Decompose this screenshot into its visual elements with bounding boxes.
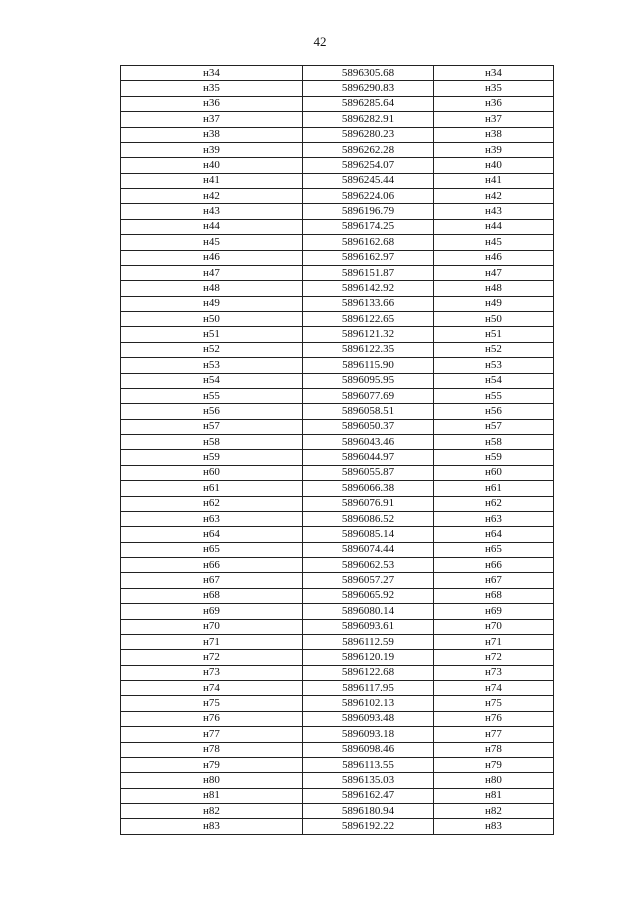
point-label-repeat-cell: н36 [434,96,554,111]
point-label-repeat-cell: н83 [434,819,554,834]
point-label-repeat-cell: н60 [434,465,554,480]
point-label-repeat-cell: н80 [434,773,554,788]
coordinate-value-cell: 5896076.91 [303,496,434,511]
table-row [121,650,554,665]
coordinate-value-cell: 5896285.64 [303,96,434,111]
point-label-repeat-cell: н62 [434,496,554,511]
coordinate-value-cell: 5896093.48 [303,711,434,726]
table-row [121,435,554,450]
coordinate-value-cell: 5896093.18 [303,727,434,742]
point-label-repeat-cell: н73 [434,665,554,680]
point-label-cell: н61 [121,481,303,496]
table-row [121,558,554,573]
point-label-repeat-cell: н53 [434,358,554,373]
coordinate-value-cell: 5896080.14 [303,604,434,619]
coordinate-value-cell: 5896135.03 [303,773,434,788]
point-label-cell: н44 [121,219,303,234]
coordinate-value-cell: 5896043.46 [303,435,434,450]
table-row [121,142,554,157]
point-label-repeat-cell: н47 [434,265,554,280]
point-label-repeat-cell: н39 [434,142,554,157]
point-label-cell: н42 [121,189,303,204]
coordinate-value-cell: 5896074.44 [303,542,434,557]
point-label-repeat-cell: н77 [434,727,554,742]
point-label-repeat-cell: н75 [434,696,554,711]
table-row [121,81,554,96]
point-label-repeat-cell: н46 [434,250,554,265]
point-label-repeat-cell: н71 [434,634,554,649]
coordinate-value-cell: 5896044.97 [303,450,434,465]
coordinate-value-cell: 5896142.92 [303,281,434,296]
coordinate-value-cell: 5896102.13 [303,696,434,711]
point-label-repeat-cell: н81 [434,788,554,803]
table-row [121,358,554,373]
table-row [121,773,554,788]
point-label-cell: н49 [121,296,303,311]
table-row [121,496,554,511]
coordinate-value-cell: 5896290.83 [303,81,434,96]
point-label-repeat-cell: н40 [434,158,554,173]
point-label-repeat-cell: н57 [434,419,554,434]
point-label-cell: н57 [121,419,303,434]
point-label-repeat-cell: н76 [434,711,554,726]
coordinate-value-cell: 5896055.87 [303,465,434,480]
coordinate-value-cell: 5896065.92 [303,588,434,603]
point-label-cell: н70 [121,619,303,634]
table-row [121,481,554,496]
table-row [121,96,554,111]
point-label-repeat-cell: н49 [434,296,554,311]
point-label-cell: н80 [121,773,303,788]
table-row [121,527,554,542]
point-label-repeat-cell: н79 [434,757,554,772]
coordinate-value-cell: 5896280.23 [303,127,434,142]
table-row [121,804,554,819]
coordinate-value-cell: 5896058.51 [303,404,434,419]
point-label-cell: н76 [121,711,303,726]
table-row [121,158,554,173]
point-label-repeat-cell: н48 [434,281,554,296]
point-label-repeat-cell: н45 [434,235,554,250]
table-row [121,204,554,219]
point-label-repeat-cell: н61 [434,481,554,496]
point-label-cell: н62 [121,496,303,511]
table-row [121,696,554,711]
point-label-repeat-cell: н78 [434,742,554,757]
point-label-repeat-cell: н44 [434,219,554,234]
point-label-cell: н56 [121,404,303,419]
point-label-cell: н39 [121,142,303,157]
table-row [121,511,554,526]
coordinate-value-cell: 5896254.07 [303,158,434,173]
table-row [121,312,554,327]
point-label-repeat-cell: н68 [434,588,554,603]
point-label-cell: н67 [121,573,303,588]
point-label-repeat-cell: н50 [434,312,554,327]
coordinate-value-cell: 5896112.59 [303,634,434,649]
point-label-repeat-cell: н70 [434,619,554,634]
point-label-cell: н58 [121,435,303,450]
point-label-repeat-cell: н54 [434,373,554,388]
coordinate-value-cell: 5896086.52 [303,511,434,526]
point-label-cell: н60 [121,465,303,480]
point-label-cell: н36 [121,96,303,111]
table-row [121,757,554,772]
point-label-repeat-cell: н41 [434,173,554,188]
point-label-repeat-cell: н43 [434,204,554,219]
table-row [121,327,554,342]
point-label-cell: н63 [121,511,303,526]
coordinate-value-cell: 5896162.97 [303,250,434,265]
table-row [121,465,554,480]
point-label-cell: н72 [121,650,303,665]
point-label-cell: н53 [121,358,303,373]
point-label-cell: н50 [121,312,303,327]
table-row [121,573,554,588]
table-row [121,388,554,403]
point-label-cell: н37 [121,112,303,127]
coordinate-value-cell: 5896262.28 [303,142,434,157]
point-label-cell: н46 [121,250,303,265]
table-row [121,542,554,557]
coordinate-value-cell: 5896162.68 [303,235,434,250]
point-label-cell: н40 [121,158,303,173]
point-label-cell: н74 [121,681,303,696]
table-row [121,66,554,81]
point-label-cell: н45 [121,235,303,250]
table-row [121,265,554,280]
point-label-cell: н71 [121,634,303,649]
coordinate-value-cell: 5896095.95 [303,373,434,388]
table-row [121,819,554,834]
point-label-cell: н81 [121,788,303,803]
coordinate-value-cell: 5896120.19 [303,650,434,665]
point-label-repeat-cell: н66 [434,558,554,573]
coordinate-value-cell: 5896077.69 [303,388,434,403]
table-row [121,727,554,742]
point-label-repeat-cell: н82 [434,804,554,819]
point-label-cell: н54 [121,373,303,388]
point-label-cell: н78 [121,742,303,757]
coordinate-value-cell: 5896196.79 [303,204,434,219]
point-label-cell: н43 [121,204,303,219]
table-row [121,681,554,696]
point-label-cell: н82 [121,804,303,819]
table-row [121,419,554,434]
coordinate-value-cell: 5896162.47 [303,788,434,803]
table-row [121,588,554,603]
table-row [121,788,554,803]
point-label-repeat-cell: н52 [434,342,554,357]
point-label-repeat-cell: н51 [434,327,554,342]
coordinate-value-cell: 5896093.61 [303,619,434,634]
coordinates-table [120,65,554,835]
point-label-cell: н75 [121,696,303,711]
point-label-cell: н47 [121,265,303,280]
coordinate-value-cell: 5896180.94 [303,804,434,819]
point-label-cell: н59 [121,450,303,465]
coordinate-value-cell: 5896057.27 [303,573,434,588]
coordinate-value-cell: 5896085.14 [303,527,434,542]
point-label-cell: н35 [121,81,303,96]
table-row [121,619,554,634]
coordinate-value-cell: 5896305.68 [303,66,434,81]
point-label-repeat-cell: н67 [434,573,554,588]
table-row [121,404,554,419]
coordinate-value-cell: 5896245.44 [303,173,434,188]
point-label-cell: н55 [121,388,303,403]
point-label-repeat-cell: н59 [434,450,554,465]
point-label-repeat-cell: н65 [434,542,554,557]
point-label-repeat-cell: н74 [434,681,554,696]
point-label-cell: н73 [121,665,303,680]
coordinate-value-cell: 5896282.91 [303,112,434,127]
point-label-repeat-cell: н64 [434,527,554,542]
page-number: 42 [313,34,327,49]
coordinate-value-cell: 5896224.06 [303,189,434,204]
coordinate-value-cell: 5896066.38 [303,481,434,496]
table-row [121,604,554,619]
point-label-repeat-cell: н37 [434,112,554,127]
point-label-cell: н83 [121,819,303,834]
coordinate-value-cell: 5896192.22 [303,819,434,834]
point-label-cell: н69 [121,604,303,619]
coordinates-table-body [121,66,554,835]
coordinate-value-cell: 5896117.95 [303,681,434,696]
table-row [121,711,554,726]
table-row [121,742,554,757]
coordinate-value-cell: 5896062.53 [303,558,434,573]
point-label-repeat-cell: н69 [434,604,554,619]
table-row [121,219,554,234]
point-label-repeat-cell: н63 [434,511,554,526]
table-row [121,281,554,296]
coordinate-value-cell: 5896122.35 [303,342,434,357]
table-row [121,112,554,127]
point-label-repeat-cell: н34 [434,66,554,81]
point-label-cell: н52 [121,342,303,357]
table-row [121,373,554,388]
point-label-cell: н64 [121,527,303,542]
point-label-cell: н38 [121,127,303,142]
point-label-cell: н68 [121,588,303,603]
point-label-repeat-cell: н38 [434,127,554,142]
table-row [121,342,554,357]
table-row [121,189,554,204]
table-row [121,235,554,250]
coordinate-value-cell: 5896121.32 [303,327,434,342]
point-label-cell: н34 [121,66,303,81]
point-label-repeat-cell: н42 [434,189,554,204]
point-label-cell: н77 [121,727,303,742]
point-label-repeat-cell: н55 [434,388,554,403]
coordinate-value-cell: 5896113.55 [303,757,434,772]
point-label-cell: н79 [121,757,303,772]
coordinate-value-cell: 5896115.90 [303,358,434,373]
table-row [121,665,554,680]
coordinate-value-cell: 5896098.46 [303,742,434,757]
table-row [121,250,554,265]
table-row [121,450,554,465]
coordinate-value-cell: 5896151.87 [303,265,434,280]
point-label-repeat-cell: н58 [434,435,554,450]
point-label-repeat-cell: н72 [434,650,554,665]
point-label-repeat-cell: н56 [434,404,554,419]
point-label-cell: н48 [121,281,303,296]
point-label-cell: н66 [121,558,303,573]
table-row [121,634,554,649]
coordinate-value-cell: 5896050.37 [303,419,434,434]
table-row [121,173,554,188]
point-label-cell: н51 [121,327,303,342]
table-row [121,127,554,142]
point-label-cell: н41 [121,173,303,188]
coordinate-value-cell: 5896122.68 [303,665,434,680]
coordinate-value-cell: 5896133.66 [303,296,434,311]
coordinate-value-cell: 5896122.65 [303,312,434,327]
point-label-repeat-cell: н35 [434,81,554,96]
table-row [121,296,554,311]
coordinate-value-cell: 5896174.25 [303,219,434,234]
point-label-cell: н65 [121,542,303,557]
